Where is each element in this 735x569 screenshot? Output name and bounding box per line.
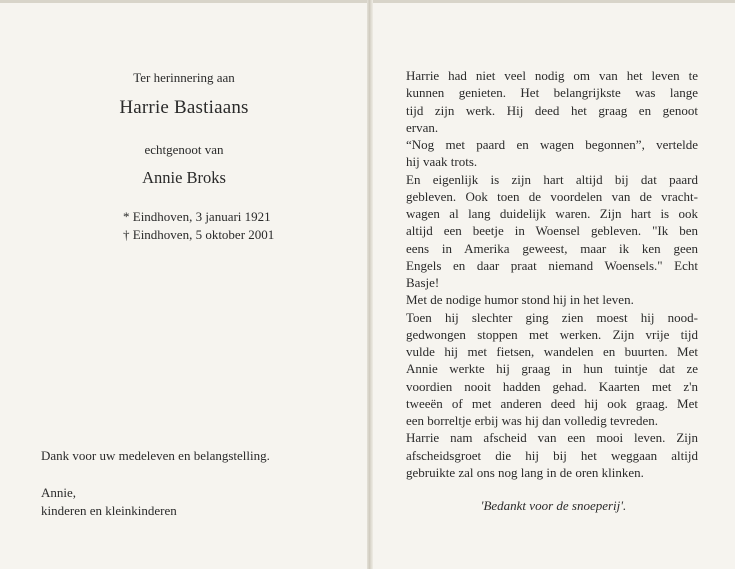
eulogy-line: altijd een beetje in Woensel gebleven. "Ik ben — [406, 223, 698, 239]
eulogy-line: gebleven. Ook toen de voordelen van de vracht- — [406, 188, 698, 204]
eulogy-line: Toen hij slechter ging zien moest hij nood- — [406, 309, 698, 325]
eulogy-text — [406, 67, 698, 481]
eulogy-line: “Nog met paard en wagen begonnen”, vertelde — [406, 137, 698, 152]
eulogy-line: vulde hij met fietsen, wandelen en buurten. Met — [406, 344, 698, 359]
eulogy-line: wagen al lang duidelijk waren. Zijn hart is ook — [406, 206, 698, 221]
thanks-text: Dank voor uw medeleven en belangstelling. — [41, 448, 270, 463]
eulogy-line: Harrie nam afscheid van een mooi leven. Zijn — [406, 430, 698, 446]
eulogy-line: afscheidsgroet die hij bij het weggaan altijd — [406, 447, 698, 463]
eulogy-line: voordien nooit hadden gehad. Kaarten met z'n — [406, 378, 698, 394]
eulogy-line: tijd zijn werk. Hij deed het graag en genoot — [406, 102, 698, 118]
eulogy-line: Engels en daar praat niemand Woensels." Echt — [406, 257, 698, 273]
eulogy-line: ervan. — [406, 119, 439, 135]
eulogy-line: Met de nodige humor stond hij in het leven. — [406, 292, 634, 308]
deceased-name: Harrie Bastiaans — [119, 97, 249, 118]
eulogy-line: Annie werkte hij graag in hun tuintje dat ze — [406, 361, 698, 377]
birth-date: * Eindhoven, 3 januari 1921 — [123, 209, 271, 224]
spouse-name: Annie Broks — [142, 168, 226, 187]
eulogy-line: tweeën of met anderen deed hij ook graag. Met — [406, 395, 698, 411]
spouse-label: echtgenoot van — [144, 142, 224, 157]
eulogy-line: gebruikte zal ons nog lang in de oren klinken. — [406, 464, 644, 480]
signature-line: kinderen en kleinkinderen — [41, 503, 177, 518]
eulogy-line: eens in Amerika geweest, maar ik ken geen — [406, 240, 698, 256]
intro-text: Ter herinnering aan — [133, 70, 235, 85]
signature — [41, 484, 177, 520]
signature-line: Annie, — [41, 485, 77, 500]
death-date: † Eindhoven, 5 oktober 2001 — [123, 227, 275, 242]
eulogy-line: gedwongen stoppen met werken. Zijn vrije tijd — [406, 326, 698, 342]
eulogy-line: kunnen genieten. Het belangrijkste was lange — [406, 85, 698, 101]
closing-quote: 'Bedankt voor de snoeperij'. — [480, 498, 627, 513]
eulogy-line: Harrie had niet veel nodig om van het leven te — [406, 68, 698, 83]
eulogy-line: Basje! — [406, 275, 440, 290]
eulogy-line: hij vaak trots. — [406, 154, 478, 170]
eulogy-line: een borreltje erbij was hij dan volledig tevreden. — [406, 413, 658, 428]
life-dates — [123, 208, 274, 244]
eulogy-line: En eigenlijk is zijn hart altijd bij dat paard — [406, 171, 698, 187]
